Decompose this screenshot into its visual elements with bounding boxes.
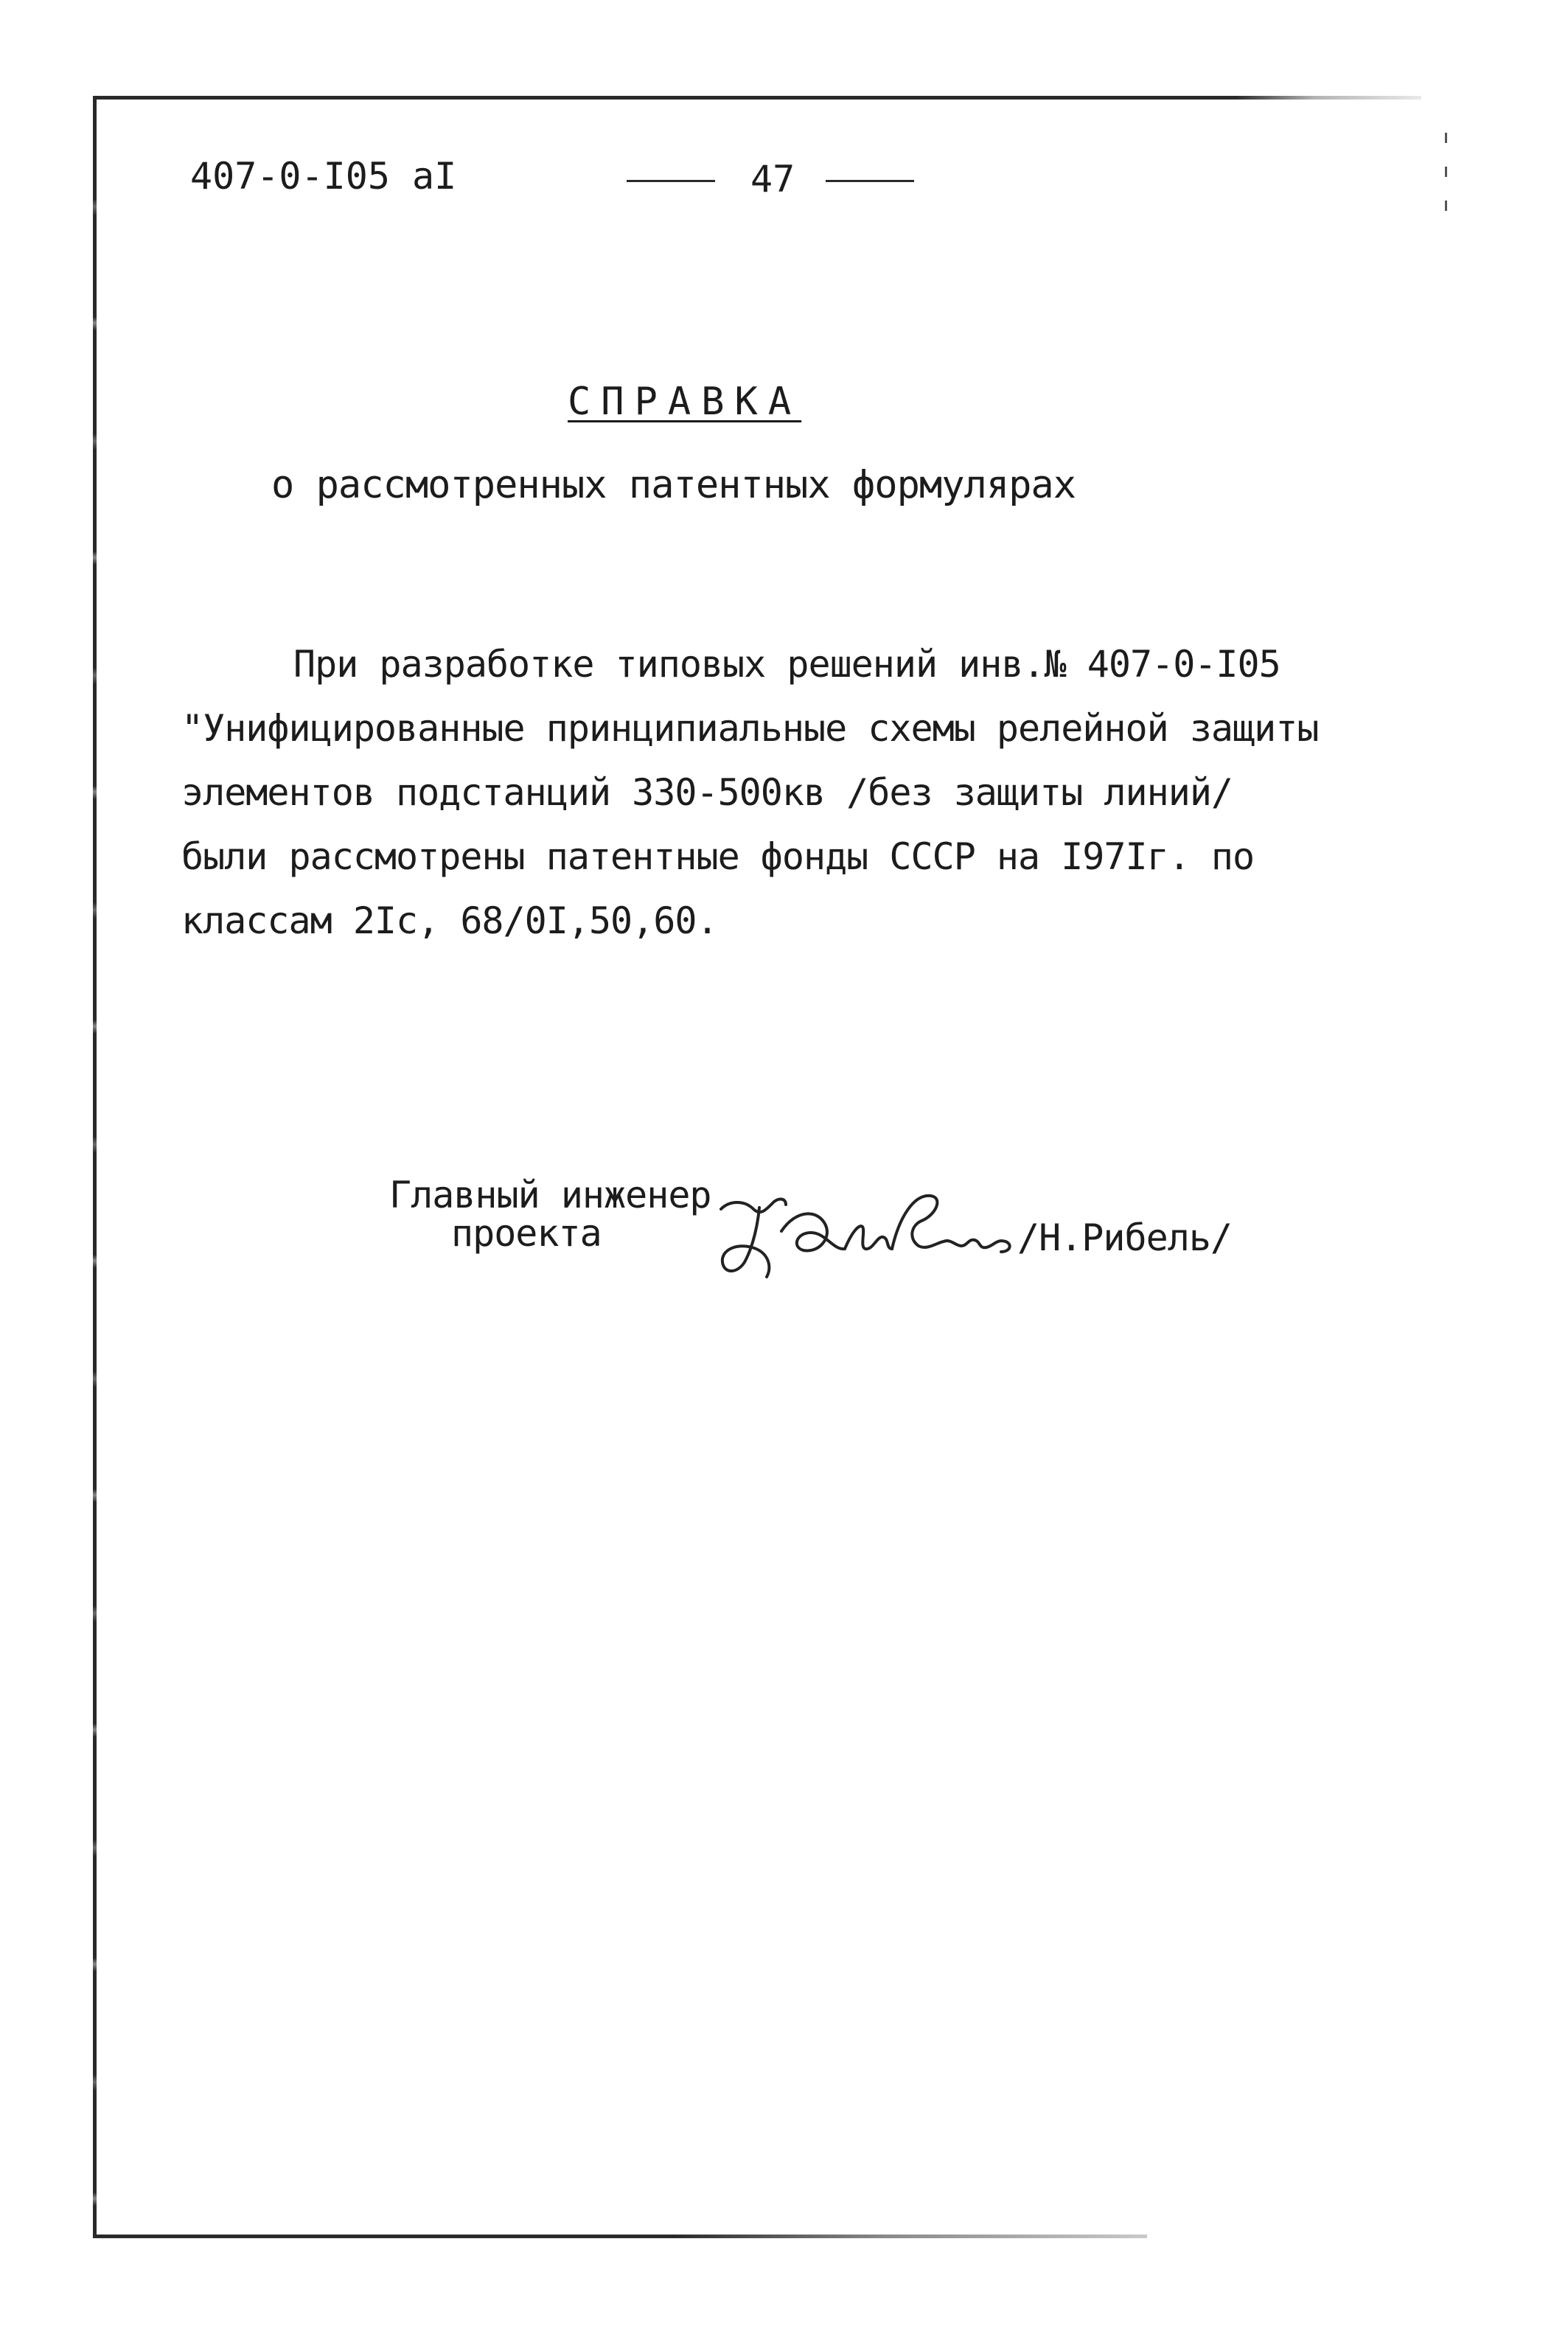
body-line: При разработке типовых решений инв.№ 407-0-I05 [293, 643, 1280, 686]
signatory-title-line2: проекта [451, 1212, 602, 1255]
body-line: элементов подстанций 330-500кв /без защиты линий/ [181, 771, 1233, 814]
body-paragraph [181, 633, 1331, 953]
frame-left-border [93, 96, 97, 2237]
document-code: 407-0-I05 aI [190, 155, 457, 198]
frame-bottom-border [93, 2235, 1147, 2238]
body-line: классам 2Iс, 68/0I,50,60. [181, 899, 718, 942]
signatory-title [389, 1176, 711, 1253]
page-title: СПРАВКА [568, 380, 802, 424]
frame-top-border [94, 96, 1421, 100]
body-line: были рассмотрены патентные фонды СССР на I97Iг. по [181, 835, 1255, 878]
page-number: 47 [750, 158, 795, 201]
page-subtitle: о рассмотренных патентных формулярах [271, 463, 1076, 507]
body-line: "Унифицированные принципиальные схемы релейной защиты [181, 707, 1319, 750]
handwritten-signature [715, 1180, 1025, 1290]
page-number-dash-left [627, 180, 715, 182]
signatory-title-line1: Главный инженер [389, 1174, 711, 1216]
page-number-dash-right [826, 180, 914, 182]
signatory-name: /Н.Рибель/ [1017, 1216, 1233, 1259]
frame-right-border [1445, 133, 1447, 229]
